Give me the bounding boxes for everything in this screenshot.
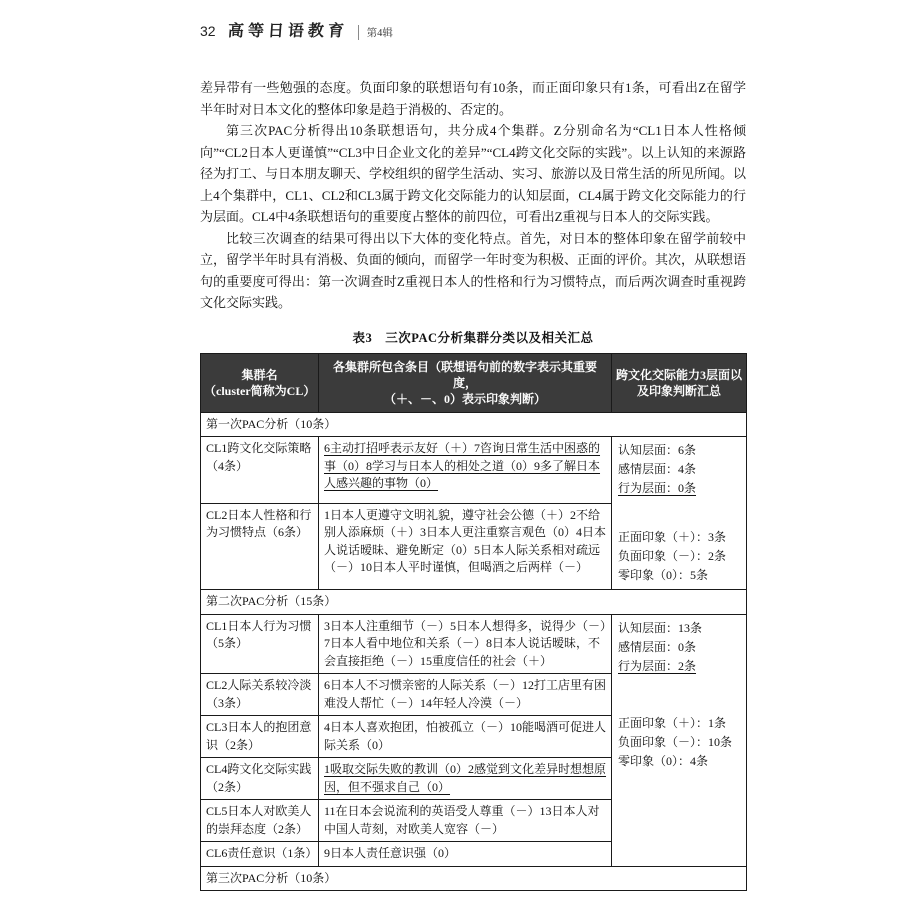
section-title: 第一次PAC分析（10条） bbox=[201, 412, 747, 437]
cluster-cell: CL5日本人对欧美人的崇拜态度（2条） bbox=[201, 800, 319, 842]
summary-cell bbox=[612, 437, 747, 590]
section-title-row bbox=[201, 412, 747, 437]
summary-line: 负面印象（－）：2条 bbox=[618, 549, 727, 563]
journal-title: 高等日语教育 bbox=[226, 23, 349, 40]
header-line: 集群名 bbox=[241, 367, 278, 382]
issue-label: 第4辑 bbox=[358, 25, 393, 40]
summary-line: 认知层面：13条 bbox=[618, 620, 703, 635]
summary-line: 零印象（0）：5条 bbox=[618, 568, 709, 582]
table-caption: 表3 三次PAC分析集群分类以及相关汇总 bbox=[352, 330, 594, 345]
layers-summary bbox=[618, 441, 742, 498]
section-title-row bbox=[201, 866, 747, 891]
impressions-summary bbox=[618, 528, 742, 585]
section-title-row bbox=[201, 590, 747, 615]
paragraph: 差异带有一些勉强的态度。负面印象的联想语句有10条，而正面印象只有1条，可看出Z在留学半年时对日本文化的整体印象是趋于消极的、否定的。 bbox=[200, 80, 746, 117]
summary-line: 正面印象（＋）：1条 bbox=[618, 715, 727, 730]
cluster-cell: CL4跨文化交际实践（2条） bbox=[201, 758, 319, 800]
cluster-cell: CL2人际关系较冷淡（3条） bbox=[201, 674, 319, 716]
impressions-summary bbox=[618, 714, 742, 771]
body-text bbox=[200, 77, 746, 314]
cluster-cell: CL2日本人性格和行为习惯特点（6条） bbox=[201, 503, 319, 589]
header-line: （＋、－、0）表示印象判断） bbox=[383, 391, 546, 406]
items-cell: 1日本人更遵守文明礼貌，遵守社会公德（＋）2不给别人添麻烦（＋）3日本人更注重察言观色（0）4日本人说话暧昧、避免断定（0）5日本人际关系相对疏远（－）10日本人平时谨慎，但喝酒之后两样（－） bbox=[319, 503, 612, 589]
paragraph: 比较三次调查的结果可得出以下大体的变化特点。首先，对日本的整体印象在留学前较中立，留学半年时具有消极、负面的倾向，而留学一年时变为积极、正面的评价。其次，从联想语句的重要度可得出：第一次调查时Z重视日本人的性格和行为习惯特点，而后两次调查时重视跨文化交际实践。 bbox=[200, 230, 747, 310]
summary-line: 行为层面：2条 bbox=[618, 658, 697, 673]
items-cell: 11在日本会说流利的英语受人尊重（－）13日本人对中国人苛刻，对欧美人宽容（－） bbox=[319, 800, 612, 842]
table-row bbox=[201, 437, 747, 504]
items-cell: 4日本人喜欢抱团，怕被孤立（－）10能喝酒可促进人际关系（0） bbox=[319, 716, 612, 758]
summary-line: 零印象（0）：4条 bbox=[618, 753, 709, 768]
summary-line: 认知层面：6条 bbox=[618, 443, 697, 457]
page-header bbox=[200, 18, 746, 41]
items-cell: 1吸取交际失败的教训（0）2感觉到文化差异时想想原因，但不强求自己（0） bbox=[319, 758, 612, 800]
items-cell: 6主动打招呼表示友好（＋）7咨询日常生活中困惑的事（0）8学习与日本人的相处之道（0）9多了解日本人感兴趣的事物（0） bbox=[319, 437, 612, 504]
cluster-cell: CL1日本人行为习惯（5条） bbox=[201, 614, 319, 674]
table-row bbox=[201, 614, 747, 674]
items-cell: 9日本人责任意识强（0） bbox=[319, 842, 612, 867]
section-title: 第二次PAC分析（15条） bbox=[201, 590, 747, 615]
paragraph: 第三次PAC分析得出10条联想语句，共分成4个集群。Z分别命名为“CL1日本人性格倾向”“CL2日本人更谨慎”“CL3中日企业文化的差异”“CL4跨文化交际的实践”。以上认知的来源路径为打工、与日本朋友聊天、学校组织的留学生活动、实习、旅游以及日常生活的所见所闻。以上4个集群中，CL1、CL2和CL3属于跨文化交际能力的认知层面，CL4属于跨文化交际能力的行为层面。CL4中4条联想语句的重要度占整体的前四位，可看出Z重视与日本人的交际实践。 bbox=[200, 123, 747, 224]
section-title: 第三次PAC分析（10条） bbox=[201, 866, 747, 891]
summary-line: 正面印象（＋）：3条 bbox=[618, 530, 727, 544]
summary-line: 行为层面：0条 bbox=[618, 481, 697, 495]
summary-line: 感情层面：0条 bbox=[618, 639, 697, 654]
header-cell-items bbox=[319, 353, 612, 412]
summary-cell bbox=[612, 614, 747, 866]
page-number: 32 bbox=[200, 23, 216, 39]
header-line: 跨文化交际能力3层面以及印象判断汇总 bbox=[615, 367, 742, 398]
items-cell: 3日本人注重细节（－）5日本人想得多，说得少（－）7日本人看中地位和关系（－）8日本人说话暧昧，不会直接拒绝（－）15重度信任的社会（＋） bbox=[319, 614, 612, 674]
cluster-cell: CL3日本人的抱团意识（2条） bbox=[201, 716, 319, 758]
summary-line: 负面印象（－）：10条 bbox=[618, 734, 733, 749]
header-line: （cluster简称为CL） bbox=[204, 383, 316, 398]
pac-analysis-table bbox=[200, 353, 747, 892]
cluster-cell: CL1跨文化交际策略（4条） bbox=[201, 437, 319, 504]
header-line: 各集群所包含条目（联想语句前的数字表示其重要度， bbox=[332, 359, 597, 390]
items-cell: 6日本人不习惯亲密的人际关系（－）12打工店里有困难没人帮忙（－）14年轻人冷漠（－） bbox=[319, 674, 612, 716]
header-cell-cluster bbox=[201, 353, 319, 412]
table-header-row bbox=[201, 353, 747, 412]
header-cell-summary bbox=[612, 353, 747, 412]
summary-line: 感情层面：4条 bbox=[618, 462, 697, 476]
layers-summary bbox=[618, 619, 742, 676]
cluster-cell: CL6责任意识（1条） bbox=[201, 842, 319, 867]
page-content bbox=[200, 18, 746, 891]
